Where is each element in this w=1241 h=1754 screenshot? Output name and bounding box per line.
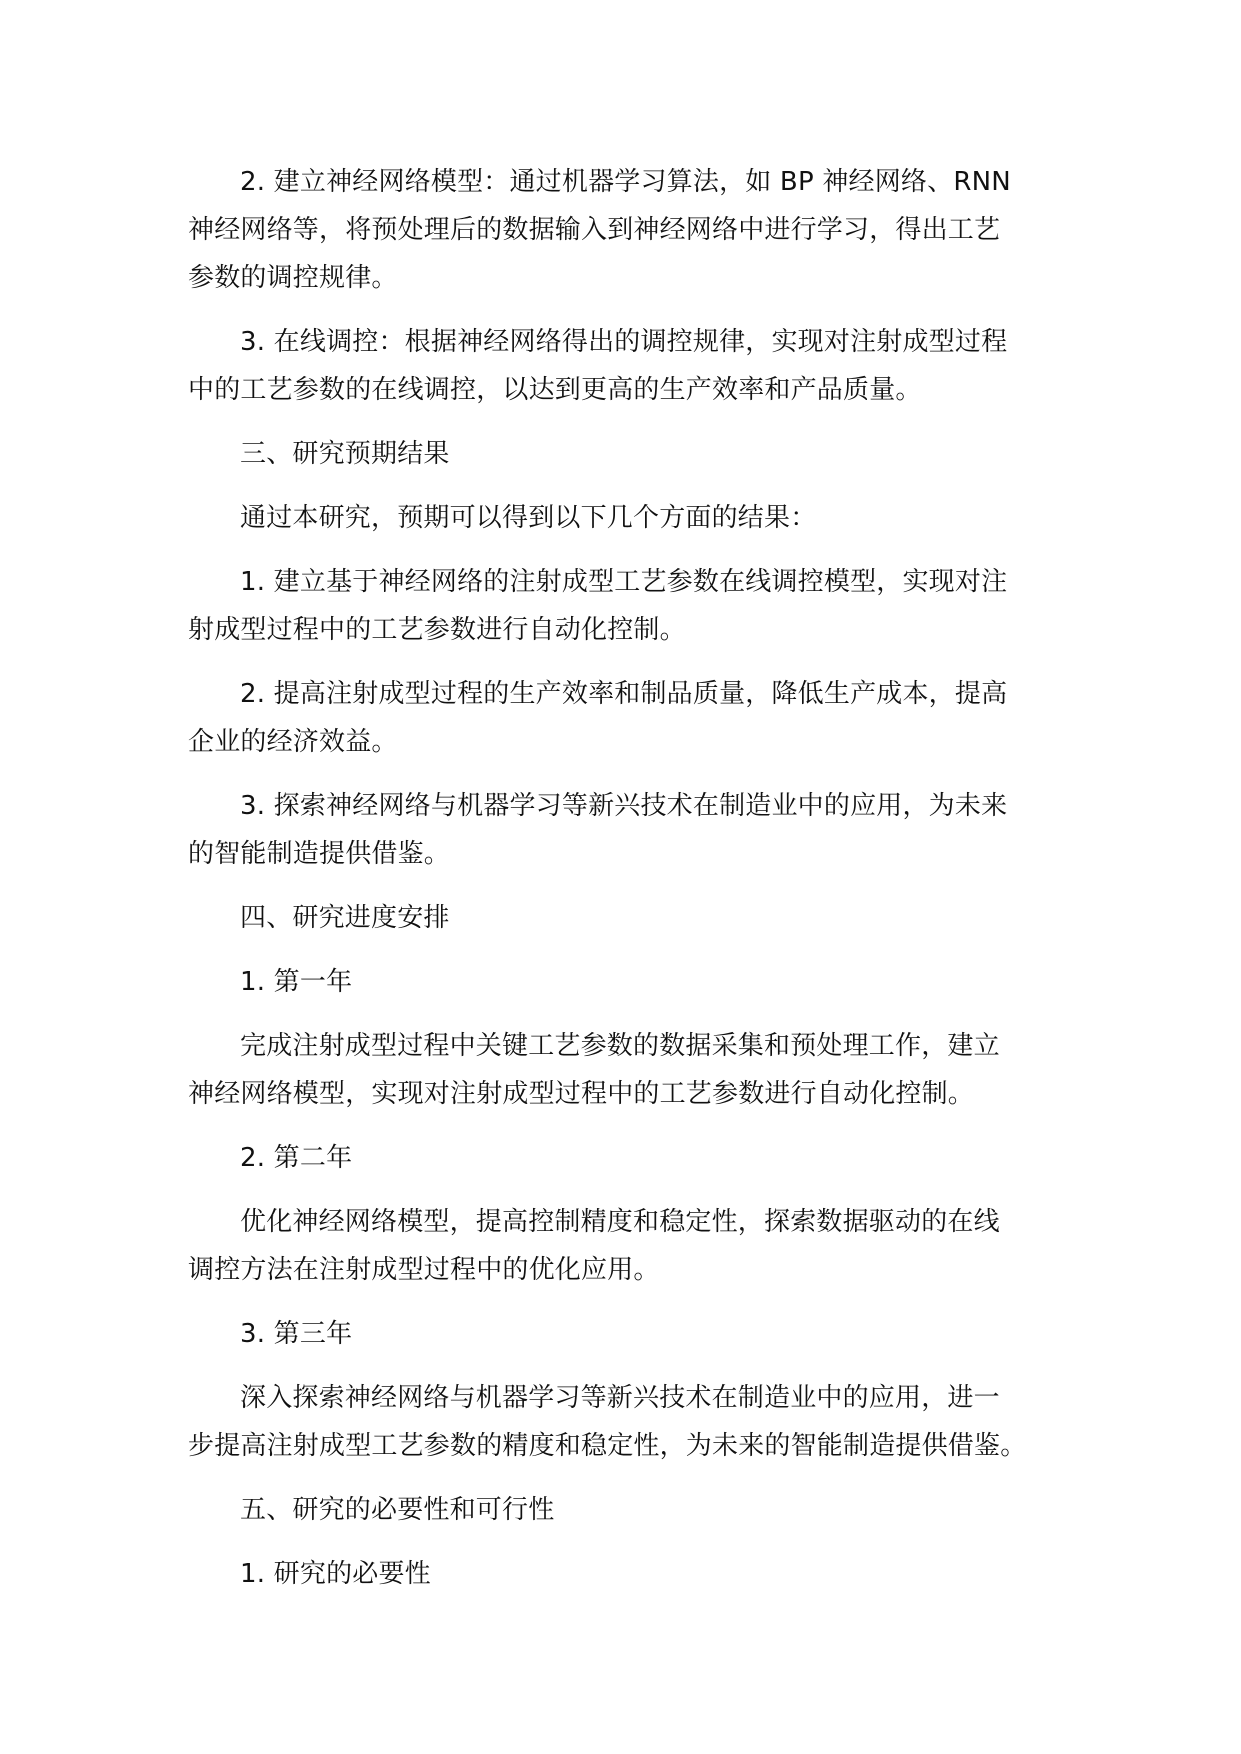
text-line: 1. 建立基于神经网络的注射成型工艺参数在线调控模型，实现对注 [240, 567, 1008, 597]
text-line: 2. 第二年 [240, 1143, 353, 1173]
paragraph-online-control [188, 318, 1078, 414]
section-heading-schedule [188, 894, 1078, 942]
text-line: 企业的经济效益。 [188, 727, 398, 757]
subheading-necessity [188, 1550, 1078, 1598]
subheading-year-3 [188, 1310, 1078, 1358]
text-line: 3. 在线调控：根据神经网络得出的调控规律，实现对注射成型过程 [240, 327, 1008, 357]
text-line: 步提高注射成型工艺参数的精度和稳定性，为未来的智能制造提供借鉴。 [188, 1431, 1027, 1461]
paragraph-result-3 [188, 782, 1078, 878]
text-line: 中的工艺参数的在线调控，以达到更高的生产效率和产品质量。 [188, 375, 922, 405]
text-line: 神经网络等，将预处理后的数据输入到神经网络中进行学习，得出工艺 [188, 215, 1001, 245]
paragraph-year-3 [188, 1374, 1078, 1470]
paragraph-year-1 [188, 1022, 1078, 1118]
subheading-year-2 [188, 1134, 1078, 1182]
text-line: 1. 第一年 [240, 967, 353, 997]
section-heading-expected-results [188, 430, 1078, 478]
text-line: 通过本研究，预期可以得到以下几个方面的结果： [240, 503, 817, 533]
text-line: 完成注射成型过程中关键工艺参数的数据采集和预处理工作，建立 [240, 1031, 1000, 1061]
text-line: 射成型过程中的工艺参数进行自动化控制。 [188, 615, 686, 645]
subheading-year-1 [188, 958, 1078, 1006]
text-line: 2. 建立神经网络模型：通过机器学习算法，如 BP 神经网络、RNN [240, 167, 1011, 197]
text-line: 参数的调控规律。 [188, 263, 398, 293]
text-line: 优化神经网络模型，提高控制精度和稳定性，探索数据驱动的在线 [240, 1207, 1000, 1237]
paragraph-nn-model [188, 158, 1078, 302]
text-line: 神经网络模型，实现对注射成型过程中的工艺参数进行自动化控制。 [188, 1079, 975, 1109]
text-line: 五、研究的必要性和可行性 [240, 1495, 555, 1525]
paragraph-year-2 [188, 1198, 1078, 1294]
text-line: 四、研究进度安排 [240, 903, 450, 933]
text-line: 调控方法在注射成型过程中的优化应用。 [188, 1255, 660, 1285]
section-heading-necessity-feasibility [188, 1486, 1078, 1534]
text-line: 3. 探索神经网络与机器学习等新兴技术在制造业中的应用，为未来 [240, 791, 1008, 821]
text-line: 三、研究预期结果 [240, 439, 450, 469]
paragraph-result-2 [188, 670, 1078, 766]
text-line: 1. 研究的必要性 [240, 1559, 431, 1589]
text-line: 3. 第三年 [240, 1319, 353, 1349]
text-line: 深入探索神经网络与机器学习等新兴技术在制造业中的应用，进一 [240, 1383, 1000, 1413]
text-line: 2. 提高注射成型过程的生产效率和制品质量，降低生产成本，提高 [240, 679, 1008, 709]
paragraph-results-intro [188, 494, 1078, 542]
paragraph-result-1 [188, 558, 1078, 654]
document-page [188, 158, 1078, 1614]
text-line: 的智能制造提供借鉴。 [188, 839, 451, 869]
